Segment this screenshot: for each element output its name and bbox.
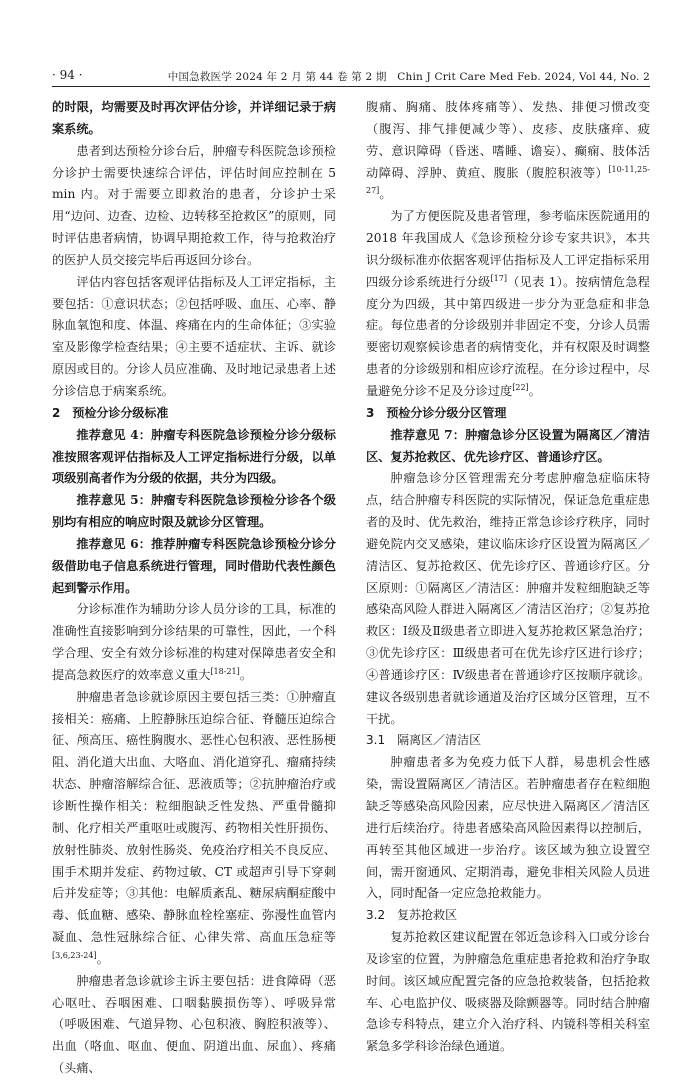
section-heading-3 bbox=[366, 403, 650, 425]
paragraph-chief-complaints: 肿瘤患者急诊就诊主诉主要包括：进食障碍（恶心呕吐、吞咽困难、口咽黏膜损伤等）、呼吸异常（呼吸困难、气道异物、心包积液、胸腔积液等）、出血（咯血、呕血、便血、阴道出血、尿血）、疼痛（头痛、 bbox=[52, 973, 336, 1076]
section-heading-2 bbox=[52, 403, 336, 425]
subsection-number: 3.2 bbox=[366, 908, 386, 923]
citation: [3,6,23-24] bbox=[52, 950, 97, 960]
paragraph-triage-assessment: 患者到达预检分诊台后，肿瘤专科医院急诊预检分诊护士需要快速综合评估，评估时间应控制在 5 min 内。对于需要立即救治的患者，分诊护士采用“边问、边查、边检、边转移至抢救区”的原则，同时评估患者病情，协调早期抢救工作，待与抢救治疗的医护人员交接完毕后再返回分诊台。 bbox=[52, 143, 336, 267]
paragraph-complaints-continued bbox=[366, 97, 650, 206]
citation: [18-21] bbox=[210, 666, 240, 676]
recommendation-5: 推荐意见 5：肿瘤专科医院急诊预检分诊各个级别均有相应的响应时限及就诊分区管理。 bbox=[52, 493, 336, 530]
paragraph-text: 腹痛、胸痛、肢体疼痛等）、发热、排便习惯改变（腹泻、排气排便减少等）、皮疹、皮肤瘙痒、疲劳、意识障碍（昏迷、嗜睡、谵妄）、癫痫、肢体活动障碍、浮肿、黄疸、腹胀（腹腔积液等） bbox=[366, 100, 650, 180]
citation: [17] bbox=[490, 273, 507, 283]
journal-citation-line: 中国急救医学 2024 年 2 月 第 44 卷 第 2 期 Chin J Crit Care Med Feb. 2024, Vol 44, No. 2 bbox=[167, 71, 650, 83]
punctuation: 。 bbox=[379, 187, 392, 202]
paragraph-continuation: 的时限，均需要及时再次评估分诊，并详细记录于病案系统。 bbox=[52, 100, 336, 136]
subsection-heading-3-1 bbox=[366, 730, 650, 752]
paragraph-text: （见表 1）。按病情危急程度分为四级，其中第四级进一步分为亚急症和非急症。每位患者的分诊级别并非固定不变，分诊人员需要密切观察候诊患者的病情变化，并有权限及时调整患者的分诊级别和相应诊疗流程。在分诊过程中，尽量避免分诊不足及分诊过度 bbox=[366, 274, 650, 398]
paragraph-zone-management: 肿瘤急诊分区管理需充分考虑肿瘤急症临床特点，结合肿瘤专科医院的实际情况，保证急危重症患者的及时、优先救治，维持正常急诊诊疗秩序，同时避免院内交叉感染，建议临床诊疗区设置为隔离区／清洁区、复苏抢救区、优先诊疗区、普通诊疗区。分区原则：①隔离区／清洁区：肿瘤并发粒细胞缺乏等感染高风险人群进入隔离区／清洁区治疗；②复苏抢救区：Ⅰ级及Ⅱ级患者立即进入复苏抢救区紧急治疗；③优先诊疗区：Ⅲ级患者可在优先诊疗区进行诊疗；④普通诊疗区：Ⅳ级患者在普通诊疗区按顺序就诊。建议各级别患者就诊通道及治疗区域分区管理，互不干扰。 bbox=[366, 471, 650, 726]
section-number: 2 bbox=[52, 405, 61, 420]
subsection-title: 复苏抢救区 bbox=[397, 908, 458, 923]
citation: [22] bbox=[512, 382, 529, 392]
punctuation: 。 bbox=[528, 383, 541, 398]
section-number: 3 bbox=[366, 405, 375, 420]
paragraph-visit-reasons bbox=[52, 687, 336, 971]
paragraph-assessment-content: 评估内容包括客观评估指标及人工评定指标，主要包括：①意识状态；②包括呼吸、血压、心率、静脉血氧饱和度、体温、疼痛在内的生命体征；③实验室及影像学检查结果；④主要不适症状、主诉、就诊原因或目的。分诊人员应准确、及时地记录患者上述分诊信息于病案系统。 bbox=[52, 274, 336, 398]
recommendation-6: 推荐意见 6：推荐肿瘤专科医院急诊预检分诊分级借助电子信息系统进行管理，同时借助代表性颜色起到警示作用。 bbox=[52, 536, 336, 595]
right-column bbox=[366, 97, 650, 1058]
section-title: 预检分诊分级标准 bbox=[72, 405, 169, 420]
paragraph-isolation-zone: 肿瘤患者多为免疫力低下人群，易患机会性感染，需设置隔离区／清洁区。若肿瘤患者存在粒细胞缺乏等感染高风险因素，应尽快进入隔离区／清洁区进行后续治疗。待患者感染高风险因素得以控制后，再转至其他区域进一步治疗。该区域为独立设置空间，需开窗通风、定期消毒，避免非相关风险人员进入，同时配备一定应急抢救能力。 bbox=[366, 755, 650, 901]
left-column bbox=[52, 97, 336, 1080]
paragraph-text: 分诊标准作为辅助分诊人员分诊的工具，标准的准确性直接影响到分诊结果的可靠性，因此，一个科学合理、安全有效分诊标准的构建对保障患者安全和提高急救医疗的效率意义重大 bbox=[52, 602, 336, 682]
paragraph-text: 肿瘤患者急诊就诊原因主要包括三类：①肿瘤直接相关：癌痛、上腔静脉压迫综合征、脊髓压迫综合征、颅高压、癌性胸腹水、恶性心包积液、恶性肠梗阻、消化道大出血、大咯血、消化道穿孔、瘤痛持续状态、肿瘤溶解综合征、恶液质等；②抗肿瘤治疗或诊断性操作相关：粒细胞缺乏性发热、严重骨髓抑制、化疗相关严重呕吐或腹泻、药物相关性肝损伤、放射性肺炎、放射性肠炎、免疫治疗相关不良反应、围手术期并发症、药物过敏、CT 或超声引导下穿刺后并发症等；③其他：电解质紊乱、糖尿病酮症酸中毒、低血糖、感染、静脉血栓栓塞症、弥漫性血管内凝血、急性冠脉综合征、心律失常、高血压急症等 bbox=[52, 689, 336, 945]
paragraph-text: 为了方便医院及患者管理，参考临床医院通用的 2018 年我国成人《急诊预检分诊专家共识》，本共识分级标准亦依据客观评估指标及人工评定指标采用四级分诊系统进行分级 bbox=[366, 209, 650, 289]
paragraph-triage-standard bbox=[52, 599, 336, 686]
citation: [10-11,25-27] bbox=[366, 164, 650, 196]
paragraph-four-level-system bbox=[366, 206, 650, 403]
section-title: 预检分诊分级分区管理 bbox=[386, 405, 507, 420]
running-header bbox=[52, 66, 650, 87]
subsection-number: 3.1 bbox=[366, 733, 386, 748]
page-number: · 94 · bbox=[52, 68, 83, 82]
punctuation: 。 bbox=[96, 951, 109, 966]
subsection-heading-3-2 bbox=[366, 905, 650, 927]
paragraph-resuscitation-zone: 复苏抢救区建议配置在邻近急诊科入口或分诊台及诊室的位置，为肿瘤急危重症患者抢救和治疗争取时间。该区域应配置完备的应急抢救装备，包括抢救车、心电监护仪、吸痰器及除颤器等。同时结合肿瘤急诊专科特点，建立介入治疗科、内镜科等相关科室紧急多学科诊治绿色通道。 bbox=[366, 930, 650, 1054]
punctuation: 。 bbox=[239, 667, 252, 682]
subsection-title: 隔离区／清洁区 bbox=[397, 733, 482, 748]
recommendation-7: 推荐意见 7：肿瘤急诊分区设置为隔离区／清洁区、复苏抢救区、优先诊疗区、普通诊疗区。 bbox=[366, 427, 650, 464]
recommendation-4: 推荐意见 4：肿瘤专科医院急诊预检分诊分级标准按照客观评估指标及人工评定指标进行分级，以单项级别高者作为分级的依据，共分为四级。 bbox=[52, 427, 336, 486]
